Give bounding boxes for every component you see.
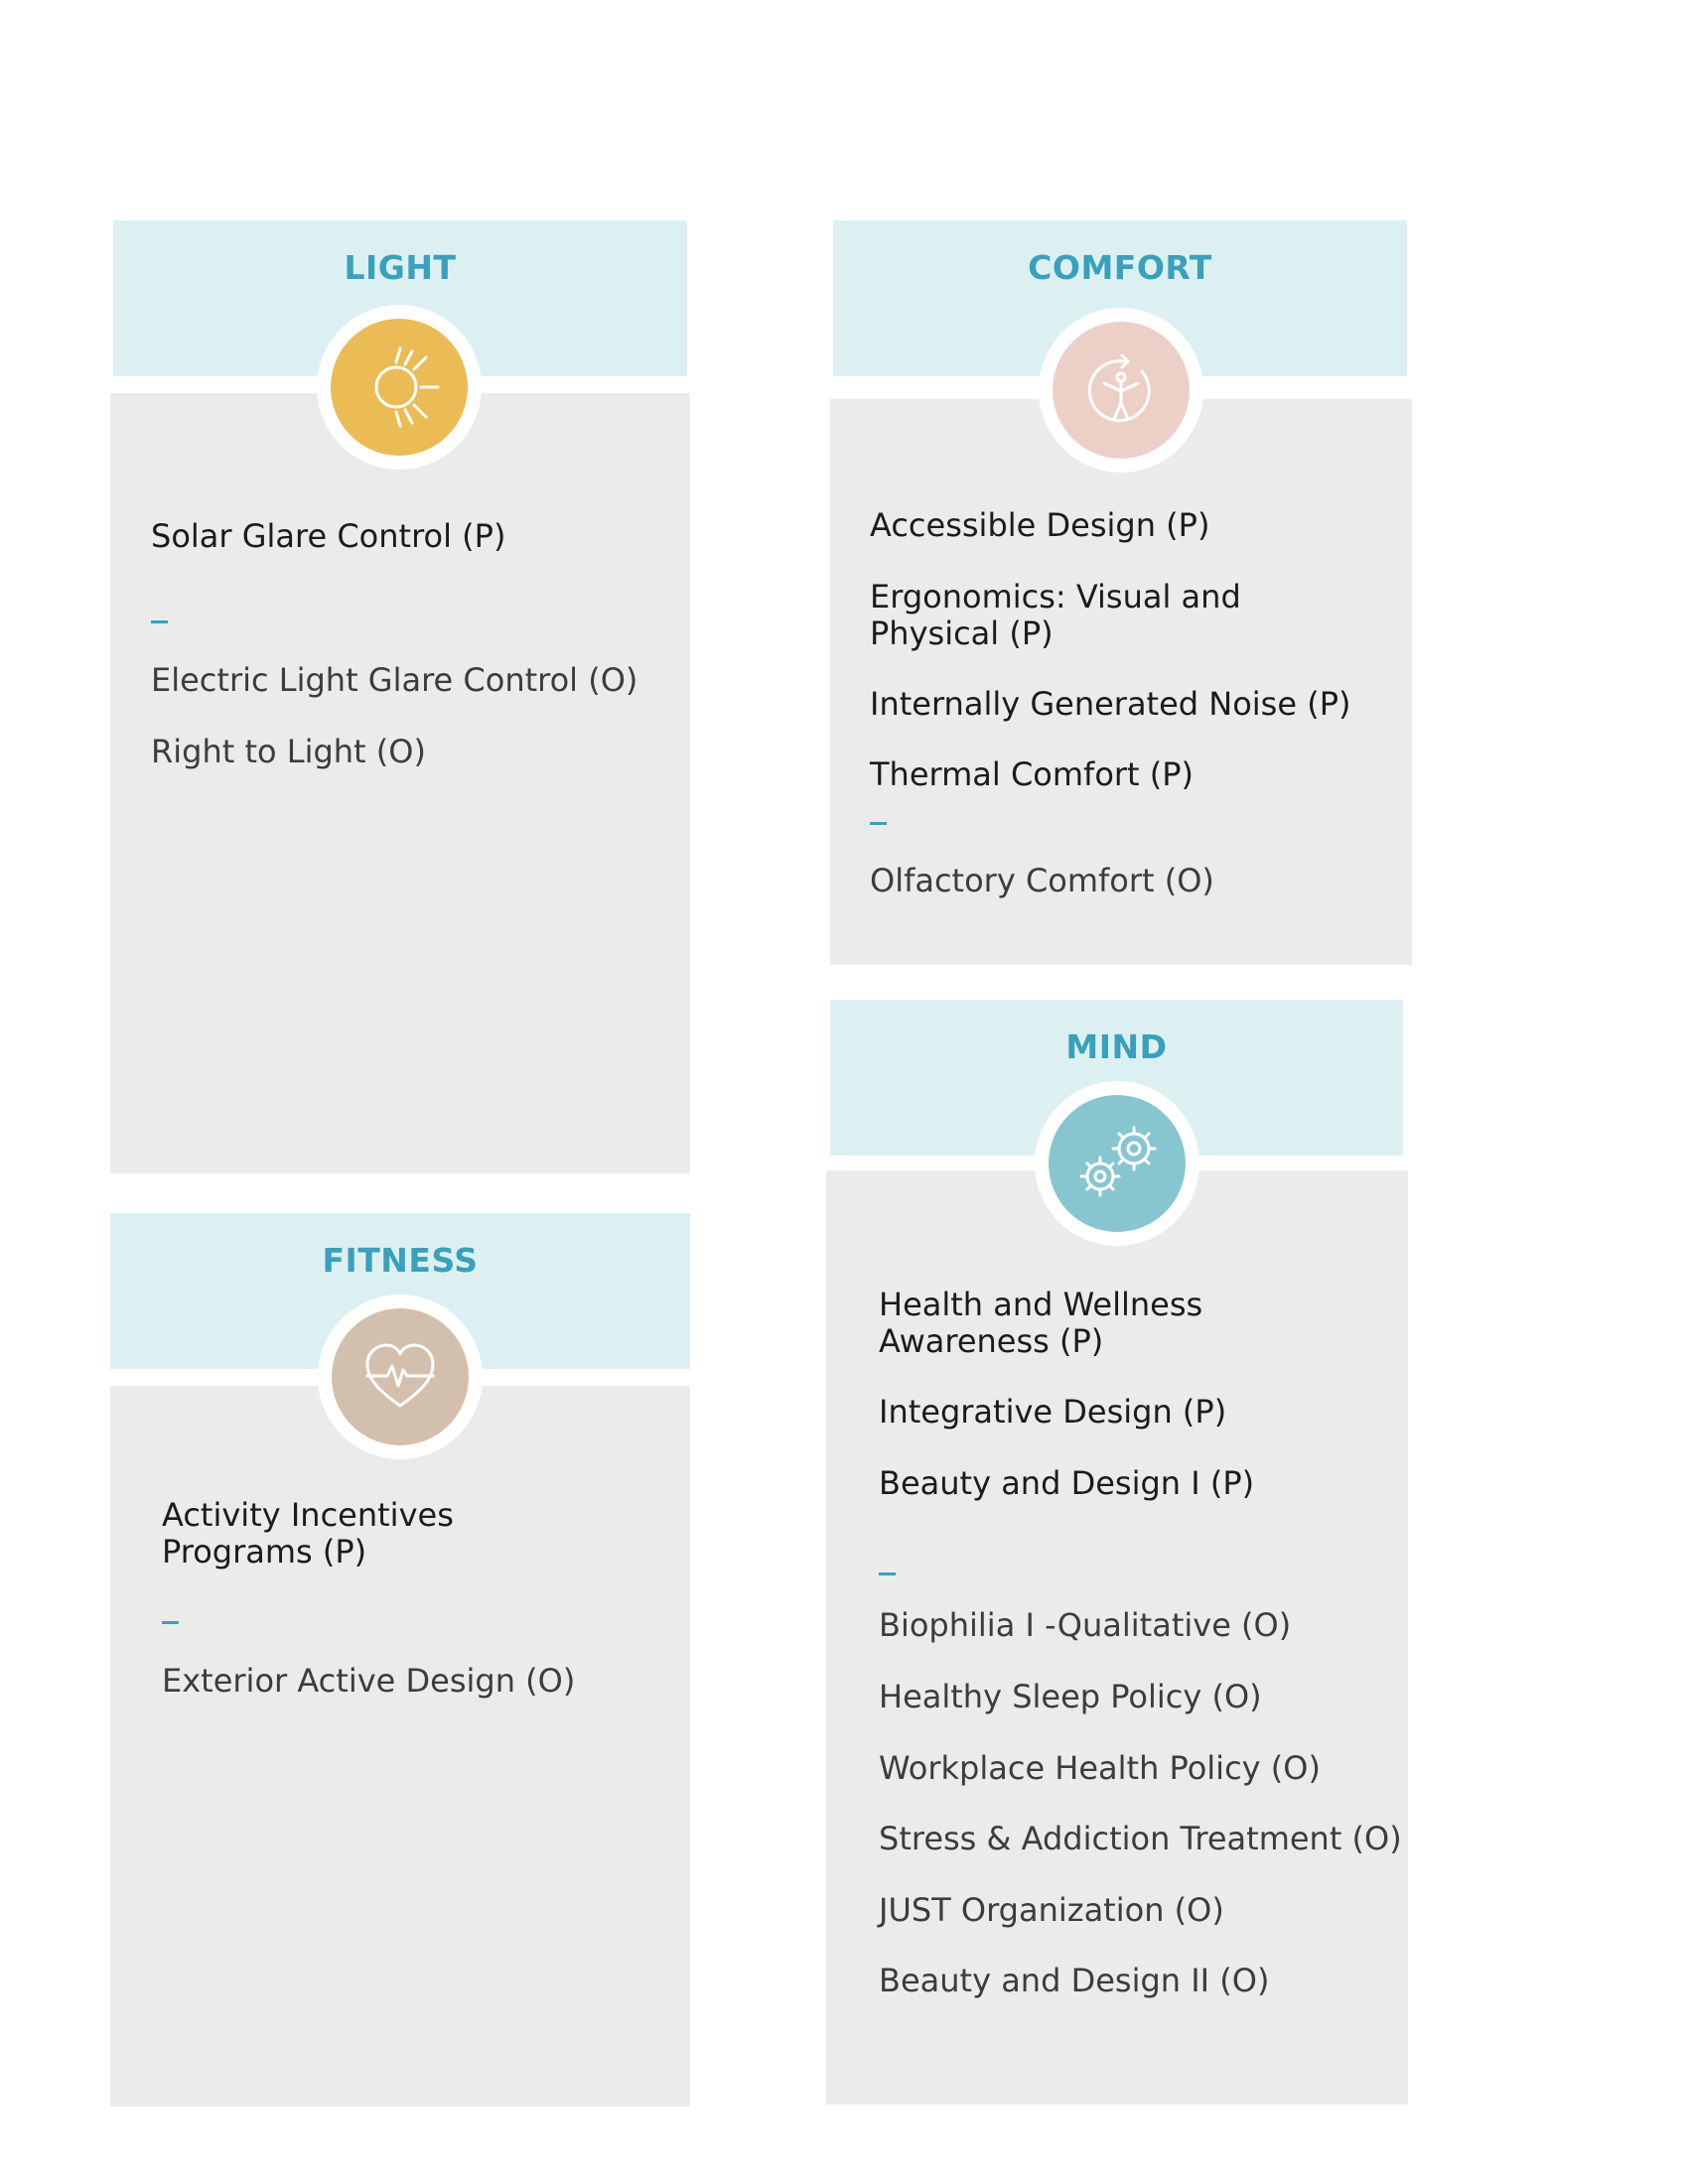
mind-optimization-item: Workplace Health Policy (O) (879, 1749, 1321, 1787)
accessibility-person-icon (1053, 322, 1190, 459)
comfort-precondition-item: Internally Generated Noise (P) (870, 685, 1351, 723)
light-precondition-item: Solar Glare Control (P) (151, 517, 506, 555)
mind-divider-dash (879, 1572, 896, 1575)
mind-precondition-item: Beauty and Design I (P) (879, 1464, 1255, 1502)
mind-icon-ring (1035, 1081, 1199, 1246)
gears-icon (1049, 1095, 1186, 1232)
light-optimization-item: Right to Light (O) (151, 733, 426, 770)
comfort-precondition-item: Ergonomics: Visual and Physical (P) (870, 578, 1241, 652)
comfort-precondition-item: Thermal Comfort (P) (870, 755, 1195, 793)
heart-pulse-icon (332, 1308, 469, 1445)
fitness-card-body (110, 1386, 690, 2107)
fitness-card-title: FITNESS (322, 1241, 479, 1280)
mind-optimization-item: Beauty and Design II (O) (879, 1962, 1270, 1999)
comfort-optimization-item: Olfactory Comfort (O) (870, 862, 1214, 899)
light-icon-ring (317, 305, 482, 470)
mind-optimization-item: JUST Organization (O) (879, 1891, 1224, 1929)
sun-icon (331, 319, 468, 456)
light-optimization-item: Electric Light Glare Control (O) (151, 661, 638, 699)
comfort-icon-ring (1039, 308, 1203, 473)
mind-precondition-item: Health and Wellness Awareness (P) (879, 1286, 1203, 1360)
fitness-precondition-item: Activity Incentives Programs (P) (162, 1496, 454, 1570)
light-card (110, 220, 690, 1213)
mind-optimization-item: Healthy Sleep Policy (O) (879, 1678, 1262, 1715)
mind-optimization-item: Stress & Addiction Treatment (O) (879, 1820, 1402, 1857)
light-card-body (110, 393, 690, 1173)
mind-optimization-item: Biophilia I -Qualitative (O) (879, 1606, 1292, 1644)
fitness-icon-ring (318, 1295, 483, 1459)
comfort-card-title: COMFORT (1028, 248, 1212, 287)
light-card-title: LIGHT (344, 248, 457, 287)
comfort-divider-dash (870, 822, 887, 825)
light-divider-dash (151, 620, 168, 623)
fitness-optimization-item: Exterior Active Design (O) (162, 1662, 576, 1700)
fitness-divider-dash (162, 1621, 179, 1624)
comfort-card (830, 220, 1412, 965)
fitness-card (110, 1213, 690, 2107)
comfort-precondition-item: Accessible Design (P) (870, 506, 1210, 544)
mind-card (826, 1000, 1408, 2105)
mind-precondition-item: Integrative Design (P) (879, 1393, 1227, 1431)
mind-card-title: MIND (1065, 1027, 1168, 1066)
